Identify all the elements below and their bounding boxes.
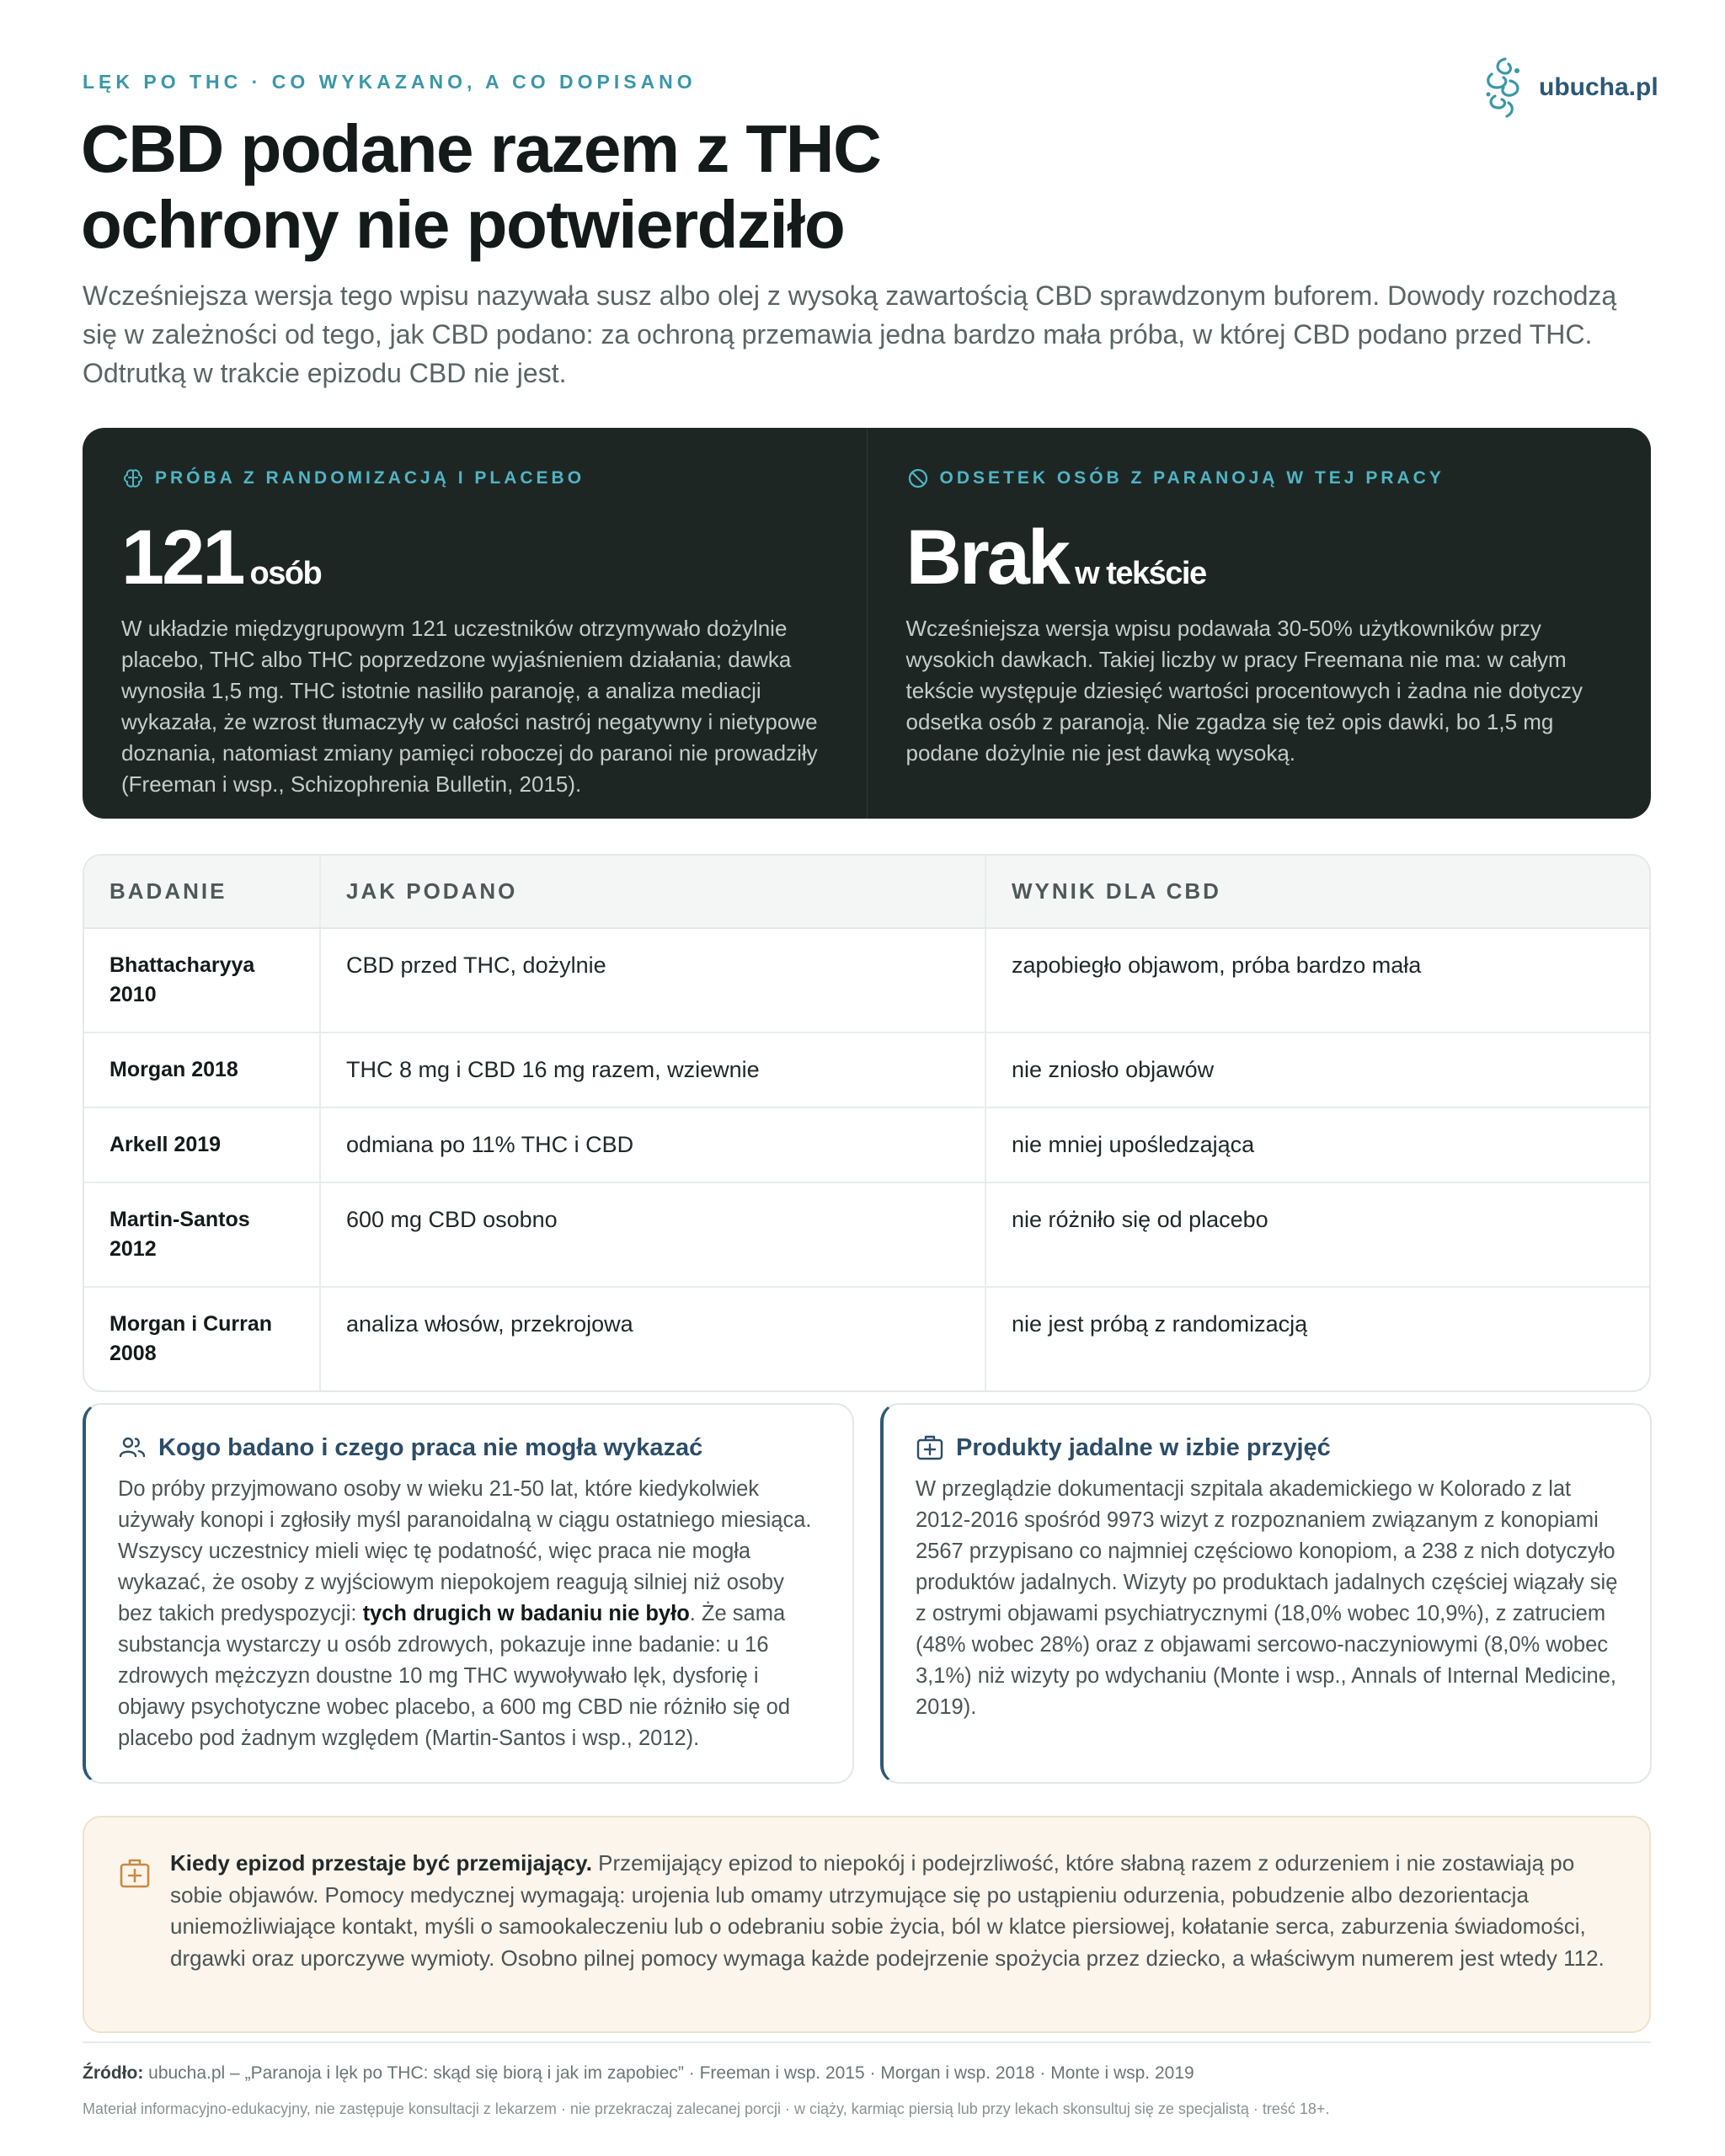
warning-text: Kiedy epizod przestaje być przemijający. Przemijający epizod to niepokój i podejrzliwość, które słabną razem z odurzeniem i nie zostawiają po sobie objawów. Pomocy medycznej wymagają: urojenia lub omamy utrzymujące się po ustąpieniu odurzenia, pobudzenie albo dezorientacja uniemożliwiające kontakt, myśli o samookaleczeniu lub o odebraniu sobie życia, ból w klatce piersiowej, kołatanie serca, zaburzenia świadomości, drgawki oraz uporczywe wymioty. Osobno pilnej pomocy wymaga każde podejrzenie spożycia przez dziecko, a właściwym numerem jest wtedy 112. — [170, 1850, 1605, 1971]
study-cell: Arkell 2019 — [84, 1107, 320, 1182]
result-cell: nie mniej upośledzająca — [985, 1107, 1649, 1182]
stat-paranoia-rate — [867, 428, 1652, 819]
title-line-1: CBD podane razem z THC — [81, 111, 881, 186]
method-cell: odmiana po 11% THC i CBD — [320, 1107, 985, 1182]
column-header: WYNIK DLA CBD — [985, 856, 1649, 928]
table-row — [84, 928, 1649, 1033]
column-header: JAK PODANO — [320, 856, 985, 928]
card-title: Produkty jadalne w izbie przyjęć — [916, 1433, 1620, 1462]
method-cell: analiza włosów, przekrojowa — [320, 1287, 985, 1390]
warning-callout — [83, 1816, 1651, 2033]
kicker: LĘK PO THC · CO WYKAZANO, A CO DOPISANO — [83, 71, 697, 93]
method-cell: THC 8 mg i CBD 16 mg razem, wziewnie — [320, 1033, 985, 1107]
page-title — [81, 111, 1176, 263]
method-cell: 600 mg CBD osobno — [320, 1182, 985, 1287]
footer-divider — [83, 2041, 1651, 2043]
result-cell: nie jest próbą z randomizacją — [985, 1287, 1649, 1390]
table-row — [84, 1033, 1649, 1107]
stat-description: W układzie międzygrupowym 121 uczestników otrzymywało dożylnie placebo, THC albo THC poprzedzone wyjaśnieniem działania; dawka wynosiła 1,5 mg. THC istotnie nasiliło paranoję, a analiza mediacji wykazała, że wzrost tłumaczyły w całości nastrój negatywny i nietypowe doznania, natomiast zmiany pamięci roboczej do paranoi nie prowadziły (Freeman i wsp., Schizophrenia Bulletin, 2015). — [121, 616, 818, 797]
card-title: Kogo badano i czego praca nie mogła wykazać — [118, 1433, 822, 1462]
stat-description: Wcześniejsza wersja wpisu podawała 30‑50% użytkowników przy wysokich dawkach. Takiej liczby w pracy Freemana nie ma: w całym tekście występuje dziesięć wartości procentowych i żadna nie dotyczy odsetka osób z paranoją. Nie zgadza się też opis dawki, bo 1,5 mg podane dożylnie nie jest dawką wysoką. — [905, 616, 1583, 766]
stats-panel — [83, 428, 1651, 819]
table-row — [84, 1107, 1649, 1182]
column-header: BADANIE — [84, 856, 320, 928]
result-cell: nie różniło się od placebo — [985, 1182, 1649, 1287]
brain-icon — [121, 467, 145, 490]
ban-icon — [906, 467, 930, 490]
result-cell: zapobiegło objawom, próba bardzo mała — [985, 928, 1649, 1033]
table-row — [84, 1182, 1649, 1287]
medkit-icon — [118, 1856, 152, 1890]
stat-label: PRÓBA Z RANDOMIZACJĄ I PLACEBO — [121, 467, 828, 490]
study-cell: Morgan 2018 — [84, 1033, 320, 1107]
kombucha-logo-icon — [1480, 56, 1529, 120]
study-cell: Martin‑Santos 2012 — [84, 1182, 320, 1287]
disclaimer: Materiał informacyjno‑edukacyjny, nie zastępuje konsultacji z lekarzem · nie przekraczaj zalecanej porcji · w ciąży, karmiąc piersią lub przy lekach skonsultuj się ze specjalistą · treść 18+. — [83, 2100, 1330, 2117]
brand-name: ubucha.pl — [1539, 73, 1658, 101]
studies-table — [83, 854, 1651, 1392]
stat-label: ODSETEK OSÓB Z PARANOJĄ W TEJ PRACY — [906, 467, 1613, 490]
card-edibles-er — [880, 1403, 1652, 1784]
card-who-was-studied — [83, 1403, 854, 1784]
brand-logo[interactable] — [1480, 56, 1658, 120]
card-body: W przeglądzie dokumentacji szpitala akademickiego w Kolorado z lat 2012‑2016 spośród 9973 wizyt z rozpoznaniem związanym z konopiami 2567 przypisano co najmniej częściowo konopiom, a 238 z nich dotyczyło produktów jadalnych. Wizyty po produktach jadalnych częściej wiązały się z ostrymi objawami psychiatrycznymi (18,0% wobec 10,9%), z zatruciem (48% wobec 28%) oraz z objawami sercowo‑naczyniowymi (8,0% wobec 3,1%) niż wizyty po wdychaniu (Monte i wsp., Annals of Internal Medicine, 2019). — [916, 1477, 1618, 1719]
table-row — [84, 1287, 1649, 1390]
study-cell: Morgan i Curran 2008 — [84, 1287, 320, 1390]
study-cell: Bhattacharyya 2010 — [84, 928, 320, 1033]
source-line: Źródło: ubucha.pl – „Paranoja i lęk po THC: skąd się biorą i jak im zapobiec” · Freeman i wsp. 2015 · Morgan i wsp. 2018 · Monte i wsp. 2019 — [83, 2063, 1194, 2083]
method-cell: CBD przed THC, dożylnie — [320, 928, 985, 1033]
result-cell: nie zniosło objawów — [985, 1033, 1649, 1107]
lede-paragraph: Wcześniejsza wersja tego wpisu nazywała susz albo olej z wysoką zawartością CBD sprawdzonym buforem. Dowody rozchodzą się w zależności od tego, jak CBD podano: za ochroną przemawia jedna bardzo mała próba, w której CBD podano przed THC. Odtrutką w trakcie epizodu CBD nie jest. — [83, 280, 1617, 388]
title-line-2: ochrony nie potwierdziło — [81, 187, 845, 262]
medkit-icon — [916, 1433, 944, 1462]
stat-value: Brak w tekście — [905, 515, 1206, 600]
emphasis: tych drugich w badaniu nie było — [362, 1602, 690, 1625]
users-icon — [118, 1433, 147, 1462]
stat-value: 121 osób — [121, 515, 322, 600]
card-body: Do próby przyjmowano osoby w wieku 21‑50 lat, które kiedykolwiek używały konopi i zgłosiły myśl paranoidalną w ciągu ostatniego miesiąca. Wszyscy uczestnicy mieli więc tę podatność, więc praca nie mogła wykazać, że osoby z wyjściowym niepokojem reagują silniej niż osoby bez takich predyspozycji: tych drugich w badaniu nie było. Że sama substancja wystarczy u osób zdrowych, pokazuje inne badanie: u 16 zdrowych mężczyzn doustne 10 mg THC wywoływało lęk, dysforię i objawy psychotyczne wobec placebo, a 600 mg CBD nie różniło się od placebo pod żadnym względem (Martin‑Santos i wsp., 2012). — [118, 1477, 812, 1750]
warning-lead: Kiedy epizod przestaje być przemijający. — [170, 1850, 592, 1876]
table-header-row — [84, 856, 1649, 928]
stat-trial — [83, 428, 867, 819]
